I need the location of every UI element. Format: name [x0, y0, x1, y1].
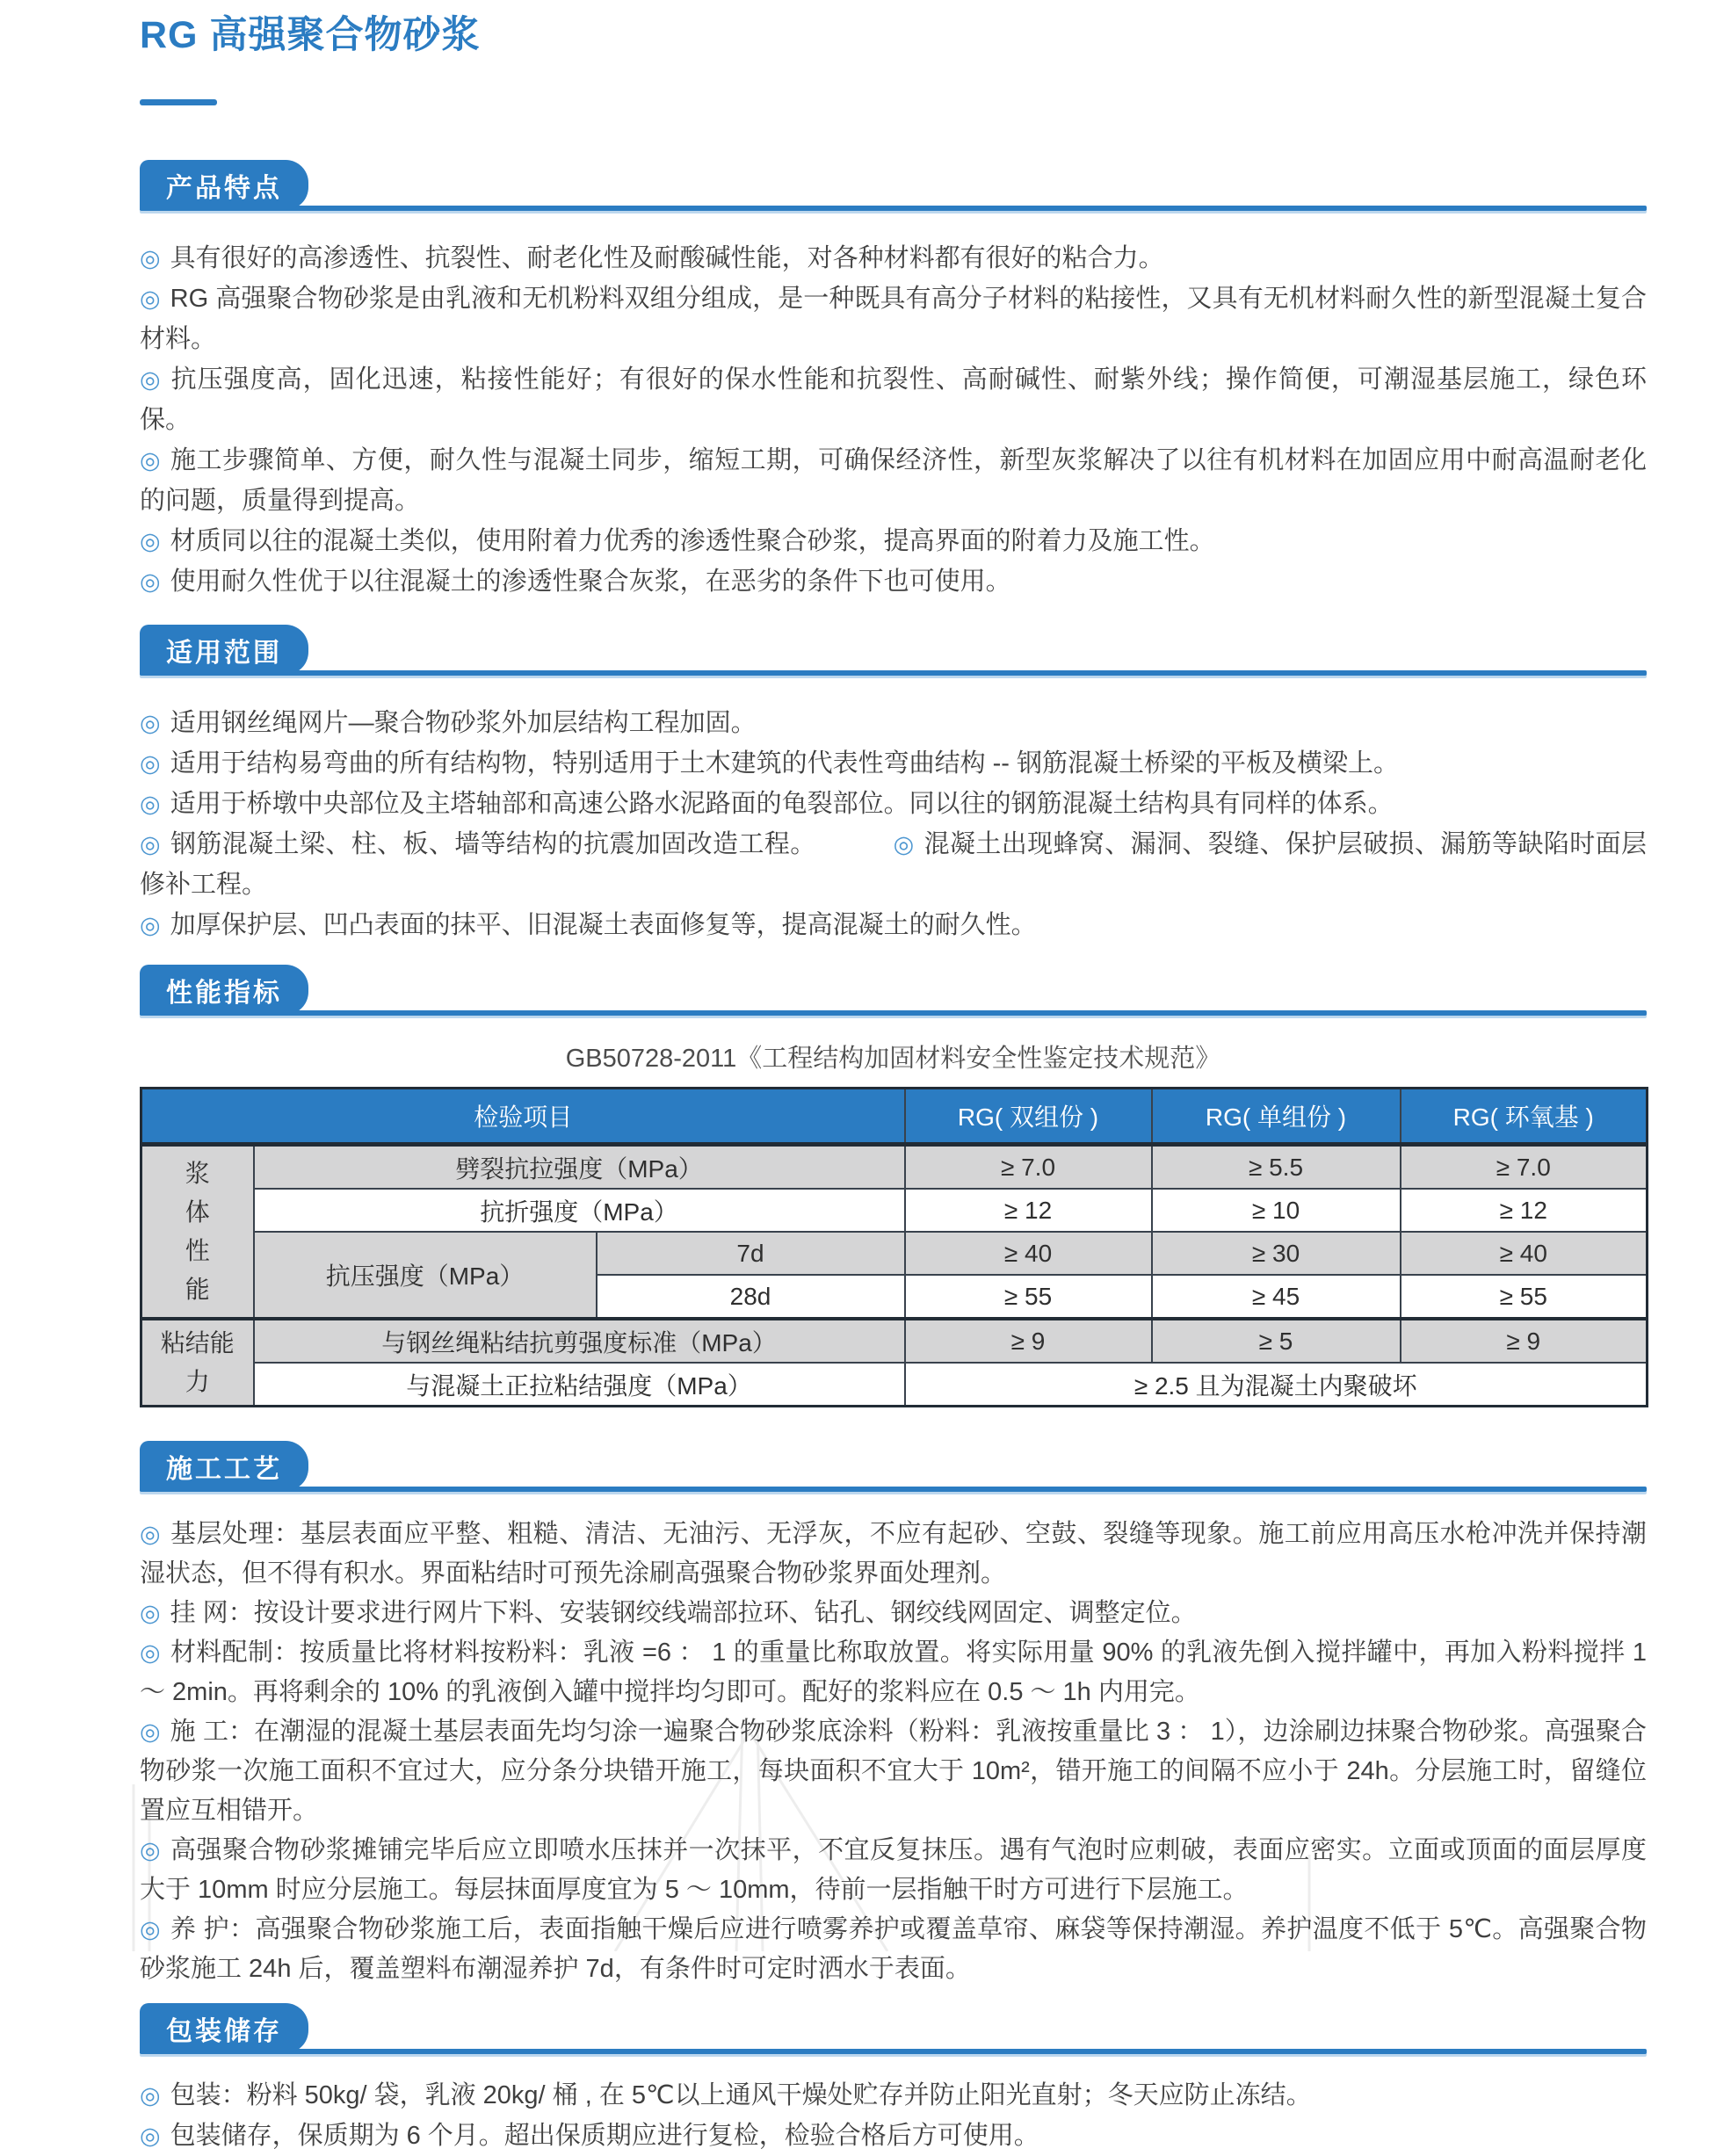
list-item-text: 施工步骤简单、方便，耐久性与混凝土同步，缩短工期，可确保经济性，新型灰浆解决了以往有机材料在加固应用中耐高温耐老化的问题，质量得到提高。 [140, 446, 1647, 516]
value-cell: ≥ 9 [905, 1319, 1152, 1363]
section-rule [140, 2049, 1647, 2054]
list-item [140, 2116, 1647, 2156]
list-item-text: 抗压强度高，固化迅速，粘接性能好；有很好的保水性能和抗裂性、高耐碱性、耐紫外线；操作简便，可潮湿基层施工，绿色环保。 [140, 365, 1647, 435]
list-item-text: 施 工：在潮湿的混凝土基层表面先均匀涂一遍聚合物砂浆底涂料（粉料：乳液按重量比 3 ： 1），边涂刷边抹聚合物砂浆。高强聚合物砂浆一次施工面积不宜过大，应分条分块错开施工，每块面积不宜大于 10m²，错开施工的间隔不应小于 24h。分层施工时，留缝位置应互相错开。 [140, 1718, 1647, 1826]
table-row [141, 1363, 1648, 1407]
header-cell-rg-two-part: RG( 双组份 ) [905, 1089, 1152, 1145]
list-item-text: 混凝土出现蜂窝、漏洞、裂缝、保护层破损、漏筋等缺陷时面层修补工程。 [140, 830, 1647, 900]
table-row [141, 1189, 1648, 1232]
bullet-icon: ◎ [140, 2082, 161, 2109]
list-item-text: 高强聚合物砂浆摊铺完毕后应立即喷水压抹并一次抹平，不宜反复抹压。遇有气泡时应刺破，表面应密实。立面或顶面的面层厚度大于 10mm 时应分层施工。每层抹面厚度宜为 5 ～ 10mm，待前一层指触干时方可进行下层施工。 [140, 1836, 1647, 1905]
features-list [140, 238, 1647, 602]
title-underline-bar [140, 99, 217, 105]
list-item [140, 703, 1647, 743]
section-header-scope [140, 623, 1647, 676]
list-item [140, 1831, 1647, 1910]
list-item-text: RG 高强聚合物砂浆是由乳液和无机粉料双组分组成，是一种既具有高分子材料的粘接性，又具有无机材料耐久性的新型混凝土复合材料。 [140, 285, 1648, 354]
page-title: RG 高强聚合物砂浆 [140, 14, 481, 56]
section-header-process [140, 1439, 1647, 1492]
bullet-icon: ◎ [140, 447, 162, 474]
row-name: 抗折强度（MPa） [254, 1189, 905, 1232]
performance-table [140, 1087, 1648, 1407]
list-item-text: 养 护：高强聚合物砂浆施工后，表面指触干燥后应进行喷雾养护或覆盖草帘、麻袋等保持潮湿。养护温度不低于 5℃。高强聚合物砂浆施工 24h 后，覆盖塑料布潮湿养护 7d，有条件时可定时洒水于表面。 [140, 1915, 1647, 1984]
value-cell: ≥ 55 [1401, 1275, 1648, 1319]
bullet-icon: ◎ [140, 831, 161, 858]
list-item-text: 材料配制：按质量比将材料按粉料：乳液 =6 ： 1 的重量比称取放置。将实际用量 90% 的乳液先倒入搅拌罐中，再加入粉料搅拌 1 ～ 2min。再将剩余的 10% 的乳液倒入罐中搅拌均匀即可。配好的浆料应在 0.5 ～ 1h 内用完。 [140, 1639, 1648, 1707]
list-item [140, 1712, 1647, 1831]
bullet-icon: ◎ [140, 1837, 162, 1864]
row-name: 与钢丝绳粘结抗剪强度标准（MPa） [254, 1319, 905, 1363]
value-cell: ≥ 5 [1152, 1319, 1401, 1363]
list-item [140, 1910, 1647, 1989]
table-row [141, 1232, 1648, 1275]
bullet-icon: ◎ [140, 2123, 161, 2150]
list-item-text: 使用耐久性优于以往混凝土的渗透性聚合灰浆，在恶劣的条件下也可使用。 [170, 568, 1011, 597]
value-cell: ≥ 40 [1401, 1232, 1648, 1275]
bullet-icon: ◎ [140, 710, 161, 737]
value-cell: ≥ 5.5 [1152, 1145, 1401, 1190]
section-badge-packaging: 包装储存 [140, 2003, 308, 2053]
table-row [141, 1145, 1648, 1190]
section-badge-features: 产品特点 [140, 160, 308, 210]
list-item [140, 1515, 1647, 1594]
table-caption: GB50728-2011《工程结构加固材料安全性鉴定技术规范》 [565, 1045, 1221, 1074]
bullet-icon: ◎ [140, 912, 161, 939]
bullet-icon: ◎ [140, 750, 161, 778]
group-label-bonding: 粘结能力 [141, 1319, 254, 1407]
bullet-icon: ◎ [140, 1639, 161, 1667]
section-rule [140, 206, 1647, 211]
group-label-slurry: 浆体性能 [141, 1145, 254, 1320]
header-cell-rg-one-part: RG( 单组份 ) [1152, 1089, 1401, 1145]
list-item [140, 2075, 1647, 2116]
value-cell: ≥ 30 [1152, 1232, 1401, 1275]
list-item [140, 905, 1647, 945]
section-badge-performance: 性能指标 [140, 965, 308, 1015]
bullet-icon: ◎ [140, 366, 162, 394]
bullet-icon: ◎ [140, 568, 161, 596]
scope-list [140, 703, 1647, 945]
bullet-icon: ◎ [140, 1718, 161, 1746]
list-item [140, 440, 1647, 521]
bullet-icon: ◎ [140, 1521, 162, 1548]
list-item-text: 加厚保护层、凹凸表面的抹平、旧混凝土表面修复等，提高混凝土的耐久性。 [170, 911, 1037, 940]
section-rule [140, 1487, 1647, 1492]
value-cell: ≥ 40 [905, 1232, 1152, 1275]
list-item [140, 279, 1647, 359]
section-header-packaging [140, 2001, 1647, 2054]
packaging-list [140, 2075, 1647, 2156]
list-item-text: 具有很好的高渗透性、抗裂性、耐老化性及耐酸碱性能，对各种材料都有很好的粘合力。 [170, 244, 1164, 273]
process-list [140, 1515, 1647, 1989]
bullet-icon: ◎ [140, 528, 161, 555]
sub-row-label: 7d [597, 1232, 905, 1275]
value-cell: ≥ 45 [1152, 1275, 1401, 1319]
section-rule [140, 670, 1647, 676]
bullet-icon: ◎ [140, 245, 161, 272]
value-cell: ≥ 7.0 [905, 1145, 1152, 1190]
list-item [140, 784, 1647, 824]
list-item [140, 743, 1647, 784]
list-item [140, 1633, 1647, 1712]
pair-left [140, 830, 816, 858]
list-item [140, 1594, 1647, 1633]
value-cell: ≥ 9 [1401, 1319, 1648, 1363]
bullet-icon: ◎ [140, 286, 161, 313]
bullet-icon: ◎ [140, 1600, 161, 1627]
list-item-text: 适用于结构易弯曲的所有结构物，特别适用于土木建筑的代表性弯曲结构 -- 钢筋混凝土桥梁的平板及横梁上。 [170, 749, 1399, 778]
list-item-text: 包装储存，保质期为 6 个月。超出保质期应进行复检，检验合格后方可使用。 [170, 2122, 1039, 2151]
section-rule [140, 1010, 1647, 1016]
list-item [140, 359, 1647, 440]
list-item-text: 材质同以往的混凝土类似，使用附着力优秀的渗透性聚合砂浆，提高界面的附着力及施工性。 [170, 527, 1215, 556]
section-header-features [140, 158, 1647, 211]
value-cell: ≥ 12 [905, 1189, 1152, 1232]
bullet-icon: ◎ [140, 1916, 161, 1943]
value-cell: ≥ 10 [1152, 1189, 1401, 1232]
section-badge-scope: 适用范围 [140, 625, 308, 675]
list-item-text: 包装：粉料 50kg/ 袋，乳液 20kg/ 桶 , 在 5℃以上通风干燥处贮存并防止阳光直射；冬天应防止冻结。 [170, 2081, 1312, 2110]
list-item-text: 挂 网：按设计要求进行网片下料、安装钢绞线端部拉环、钻孔、钢绞线网固定、调整定位。 [170, 1599, 1197, 1628]
section-header-performance [140, 963, 1647, 1016]
list-item-text: 适用于桥墩中央部位及主塔轴部和高速公路水泥路面的龟裂部位。同以往的钢筋混凝土结构具有同样的体系。 [170, 790, 1394, 819]
list-item [140, 561, 1647, 602]
row-name: 劈裂抗拉强度（MPa） [254, 1145, 905, 1190]
header-cell-rg-epoxy: RG( 环氧基 ) [1401, 1089, 1648, 1145]
value-cell: ≥ 7.0 [1401, 1145, 1648, 1190]
list-item-text: 钢筋混凝土梁、柱、板、墙等结构的抗震加固改造工程。 [170, 830, 816, 859]
merged-value-cell: ≥ 2.5 且为混凝土内聚破坏 [905, 1363, 1648, 1407]
sub-row-label: 28d [597, 1275, 905, 1319]
bullet-icon: ◎ [893, 831, 915, 858]
section-badge-process: 施工工艺 [140, 1441, 308, 1491]
value-cell: ≥ 55 [905, 1275, 1152, 1319]
bullet-icon: ◎ [140, 791, 161, 818]
table-row [141, 1319, 1648, 1363]
list-item [140, 238, 1647, 279]
table-header-row [141, 1089, 1648, 1145]
row-name: 抗压强度（MPa） [254, 1232, 597, 1319]
value-cell: ≥ 12 [1401, 1189, 1648, 1232]
list-item-text: 基层处理：基层表面应平整、粗糙、清洁、无油污、无浮灰，不应有起砂、空鼓、裂缝等现象。施工前应用高压水枪冲洗并保持潮湿状态，但不得有积水。界面粘结时可预先涂刷高强聚合物砂浆界面处理剂。 [140, 1520, 1647, 1588]
header-cell-item: 检验项目 [141, 1089, 905, 1145]
row-name: 与混凝土正拉粘结强度（MPa） [254, 1363, 905, 1407]
list-item-text: 适用钢丝绳网片—聚合物砂浆外加层结构工程加固。 [170, 709, 757, 738]
list-item [140, 521, 1647, 561]
list-item-pair [140, 824, 1647, 905]
